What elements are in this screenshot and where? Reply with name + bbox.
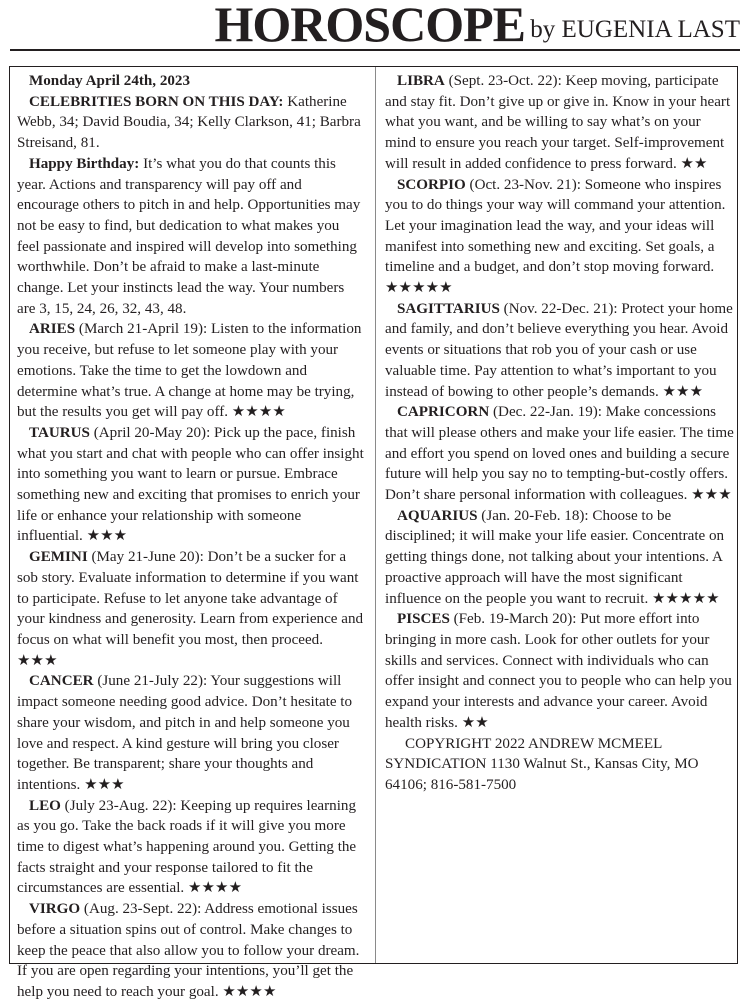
sign-virgo: [17, 899, 365, 1003]
date: Monday April 24th, 2023: [29, 73, 191, 89]
sign-text: (Jan. 20-Feb. 18): Choose to be disciplined; it will make your life easier. Concentrate on getting things done, not talking about your intentions. A proactive approach will have the most significant influence on the people you want to recruit. ★★★★★: [385, 507, 725, 607]
sign-name: SCORPIO: [397, 176, 466, 193]
sign-pisces: [385, 609, 734, 733]
sign-name: PISCES: [397, 611, 450, 628]
sign-leo: [17, 796, 365, 900]
sign-capricorn: [385, 402, 734, 506]
sign-name: CAPRICORN: [397, 404, 490, 421]
sign-text: (Dec. 22-Jan. 19): Make concessions that will please others and make your life easier. The time and effort you spend on loved ones and building a secure future will help you say no to tempting-but-costly offers. Don’t share personal information with colleagues. ★★★: [385, 404, 734, 504]
celebrities-text: Katherine Webb, 34; David Boudia, 34; Kelly Clarkson, 41; Barbra Streisand, 81.: [17, 93, 361, 152]
sign-aquarius: [385, 506, 734, 610]
sign-taurus: [17, 423, 365, 547]
birthday-paragraph: [17, 154, 365, 320]
sign-gemini: [17, 547, 365, 671]
sign-aries: [17, 319, 365, 423]
sign-scorpio: [385, 175, 734, 299]
masthead: [10, 0, 740, 52]
horoscope-box: [9, 66, 738, 1000]
birthday-label: Happy Birthday:: [29, 155, 140, 172]
sign-text: (May 21-June 20): Don’t be a sucker for a sob story. Evaluate information to determine if you want to participate. Refuse to let anyone take advantage of your kindness and generosity. Learn from experience and focus on what will benefit you most, then proceed. ★★★: [17, 549, 364, 669]
sign-name: LIBRA: [397, 73, 445, 89]
sign-name: CANCER: [29, 673, 94, 690]
page-title: HOROSCOPE: [214, 0, 525, 52]
sign-name: AQUARIUS: [397, 507, 478, 524]
sign-text: (Sept. 23-Oct. 22): Keep moving, participate and stay fit. Don’t give up or give in. Know in your heart what you want, and be willing to say what’s on your mind to ensure you reach your target. Self-improvement will result in added confidence to press forward. ★★: [385, 73, 731, 172]
sign-name: ARIES: [29, 321, 76, 338]
date-line: [17, 71, 365, 92]
sign-name: TAURUS: [29, 424, 90, 441]
sign-name: GEMINI: [29, 549, 88, 566]
sign-text: (Oct. 23-Nov. 21): Someone who inspires you to do things your way will command your attention. Let your imagination lead the way, and your ideas will manifest into something new and exciting. Set goals, a timeline and a budget, and don’t stop moving forward. ★★★★★: [385, 176, 726, 297]
byline: by EUGENIA LAST: [530, 16, 740, 43]
sign-text: (March 21-April 19): Listen to the information you receive, but refuse to let someone play with your emotions. Take the time to get the lowdown and determine what’s true. A change at home may be trying, but the results you get will pay off. ★★★★: [17, 321, 362, 421]
right-column: [385, 71, 734, 796]
header-rule: [10, 49, 740, 51]
birthday-text: It’s what you do that counts this year. Actions and transparency will pay off and encourage others to pitch in and help. Opportunities may not be easy to find, but dedication to what makes you feel passionate and inspired will develop into something worthwhile. Don’t be afraid to make a last-minute change. Let your instincts lead the way. Your numbers are 3, 15, 24, 26, 32, 43, 48.: [17, 155, 361, 317]
sign-name: SAGITTARIUS: [397, 300, 500, 317]
sign-cancer: [17, 671, 365, 795]
celebrities-paragraph: [17, 92, 365, 154]
sign-text: (Nov. 22-Dec. 21): Protect your home and family, and don’t believe everything you hear. Avoid events or situations that rob you of your cash or use valuable time. Pay attention to what’s important to you instead of bowing to other people’s demands. ★★★: [385, 300, 733, 400]
column-divider: [375, 67, 376, 963]
sign-name: VIRGO: [29, 901, 81, 918]
left-column: [17, 71, 365, 1003]
sign-sagittarius: [385, 299, 734, 403]
sign-name: LEO: [29, 797, 61, 814]
sign-text: (July 23-Aug. 22): Keeping up requires learning as you go. Take the back roads if it will give you more time to digest what’s happening around you. Getting the facts straight and your response tailored to fit the circumstances are essential. ★★★★: [17, 797, 357, 897]
sign-text: (June 21-July 22): Your suggestions will impact someone needing good advice. Don’t hesitate to share your wisdom, and pitch in and help someone you love and respect. A kind gesture will bring you closer together. Be transparent; share your thoughts and intentions. ★★★: [17, 673, 353, 793]
sign-text: (April 20-May 20): Pick up the pace, finish what you start and chat with people who can offer insight into something you want to learn or pursue. Embrace something new and exciting that promises to enrich your life or enhance your relationship with someone influential. ★★★: [17, 424, 364, 545]
celebrities-label: CELEBRITIES BORN ON THIS DAY:: [29, 93, 284, 110]
sign-text: (Feb. 19-March 20): Put more effort into bringing in more cash. Look for other outlets for your skills and services. Connect with individuals who can offer insight and connect you to people who can help you expand your interests and advance your career. Avoid health risks. ★★: [385, 611, 732, 731]
sign-libra: [385, 71, 734, 175]
copyright-notice: COPYRIGHT 2022 ANDREW MCMEEL SYNDICATION 1130 Walnut St., Kansas City, MO 64106; 816-581-7500: [385, 735, 699, 793]
sign-text: (Aug. 23-Sept. 22): Address emotional issues before a situation spins out of control. Make changes to keep the peace that also allow you to follow your dream. If you are open regarding your intentions, you’ll get the help you need to reach your goal. ★★★★: [17, 901, 360, 1000]
